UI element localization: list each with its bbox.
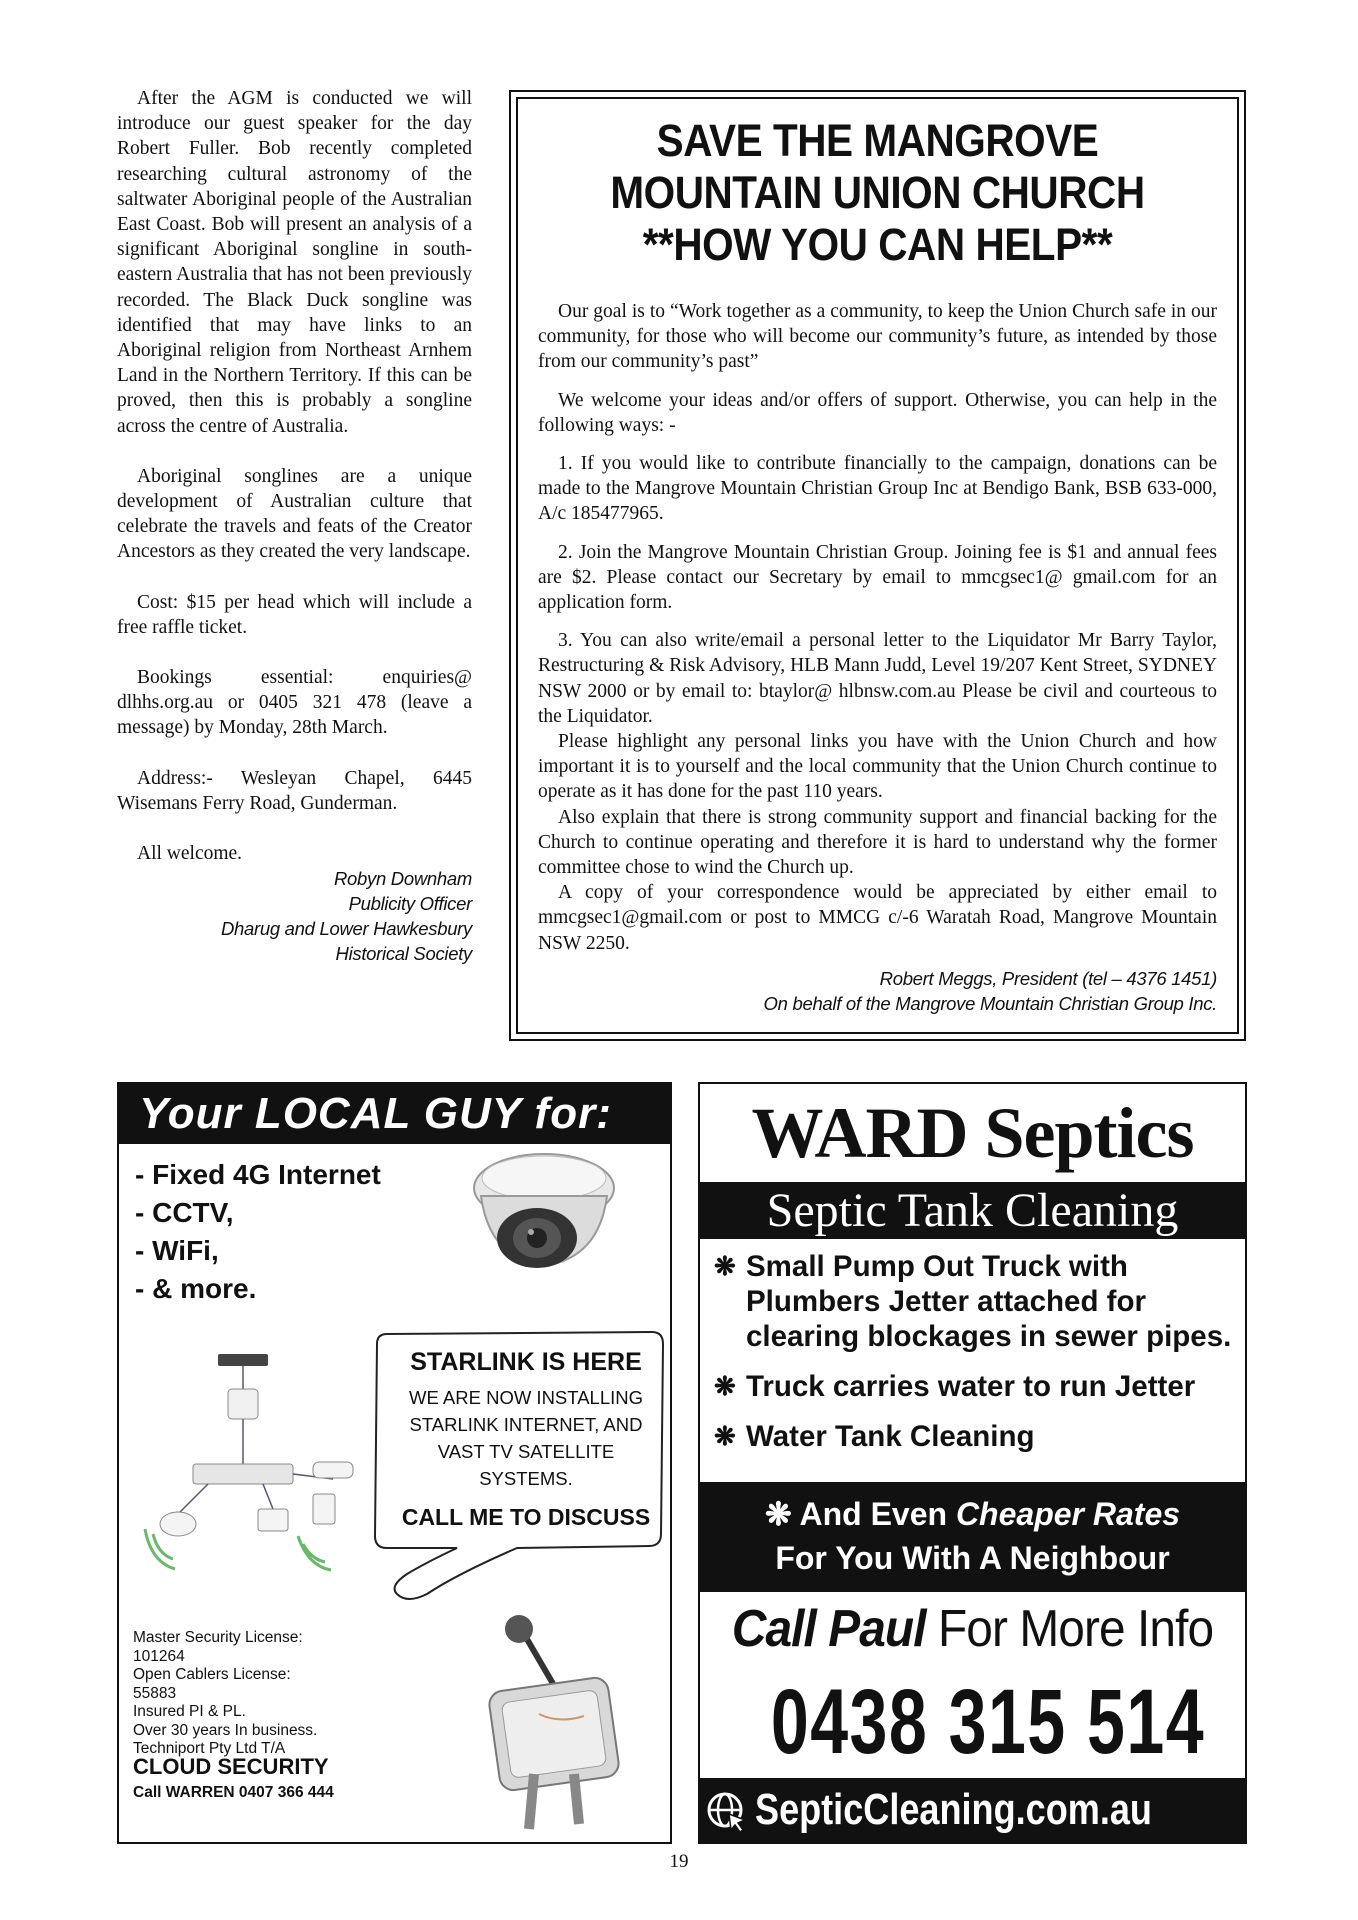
ward-phone-number: 0438 315 514 — [770, 1671, 1206, 1773]
article-paragraph: Aboriginal songlines are a unique development of Australian culture that celebrate the travels and feats of the Creator Ancestors as they created the very landscape. — [117, 465, 472, 563]
signature-line: On behalf of the Mangrove Mountain Christian Group Inc. — [763, 992, 1217, 1014]
starlink-call-to-action: CALL ME TO DISCUSS — [401, 1504, 651, 1530]
page-number: 19 — [669, 1851, 689, 1872]
mangrove-signature — [538, 966, 1217, 1016]
mangrove-paragraph: Our goal is to “Work together as a community, to keep the Union Church safe in our community, for those who will become our community’s future, as intended by those from our community’s past” — [538, 301, 1217, 373]
mangrove-inner-border — [516, 97, 1239, 1034]
network-diagram-icon — [133, 1344, 373, 1574]
ward-services — [714, 1249, 1235, 1469]
service-item: - WiFi, — [135, 1235, 219, 1266]
left-article — [117, 86, 472, 966]
signature-role: Publicity Officer — [348, 893, 472, 915]
list-item — [714, 1419, 1235, 1454]
starlink-line: SYSTEMS. — [479, 1468, 573, 1489]
mangrove-paragraph: We welcome your ideas and/or offers of support. Otherwise, you can help in the following ways: - — [538, 389, 1217, 436]
ward-subtitle: Septic Tank Cleaning — [700, 1182, 1245, 1239]
signature-name: Robyn Downham — [333, 868, 472, 890]
license-line: Master Security License: — [133, 1629, 303, 1646]
article-paragraph: Address:- Wesleyan Chapel, 6445 Wisemans Ferry Road, Gunderman. — [117, 767, 472, 814]
business-name: CLOUD SECURITY — [133, 1754, 329, 1779]
service-text: Truck carries water to run Jetter — [746, 1370, 1196, 1403]
article-paragraph: Bookings essential: enquiries@ dlhhs.org.au or 0405 321 478 (leave a message) by Monday, 28th March. — [117, 667, 472, 739]
rates-line: For You With A Neighbour — [775, 1540, 1170, 1576]
flower-bullet-icon: ❋ — [764, 1496, 800, 1532]
ward-rates-banner — [700, 1482, 1245, 1592]
license-line: 55883 — [133, 1684, 177, 1702]
list-item — [714, 1369, 1235, 1404]
flower-bullet-icon: ❋ — [714, 1371, 736, 1401]
article-paragraph: After the AGM is conducted we will introduce our guest speaker for the day Robert Fuller. Bob recently completed researching cultural astronomy of the saltwater Aboriginal people of the Australian East Coast. Bob will present an analysis of a significant Aboriginal songline in south-eastern Australia that has not been previously recorded. The Black Duck songline was identified that may have links to an Aboriginal religion from Northeast Arnhem Land in the Northern Territory. If this can be proved, then this is probably a songline across the centre of Australia. — [117, 88, 472, 437]
starlink-line: VAST TV SATELLITE — [437, 1441, 615, 1462]
local-ad-banner: Your LOCAL GUY for: — [119, 1084, 670, 1144]
rates-emphasis: Cheaper Rates — [955, 1496, 1181, 1532]
mangrove-paragraph: 2. Join the Mangrove Mountain Christian Group. Joining fee is $1 and annual fees are $2. Please contact our Secretary by email to mmcgsec1@ gmail.com for an application form. — [538, 541, 1217, 614]
license-info — [133, 1629, 317, 1759]
starlink-details — [381, 1384, 671, 1492]
starlink-title: STARLINK IS HERE — [410, 1348, 642, 1376]
satellite-dish-icon — [464, 1604, 654, 1834]
services-list — [135, 1156, 381, 1308]
flower-bullet-icon: ❋ — [714, 1421, 736, 1451]
mangrove-paragraph: 1. If you would like to contribute financially to the campaign, donations can be made to the Mangrove Mountain Christian Group Inc at Bendigo Bank, BSB 633-000, A/c 185477965. — [538, 453, 1217, 525]
service-item: - CCTV, — [135, 1197, 234, 1228]
service-text: Water Tank Cleaning — [746, 1420, 1035, 1453]
title-line: MOUNTAIN UNION CHURCH — [610, 167, 1145, 218]
starlink-line: STARLINK INTERNET, AND — [409, 1414, 643, 1435]
cctv-camera-icon — [459, 1148, 629, 1298]
article-paragraph: Cost: $15 per head which will include a free raffle ticket. — [117, 591, 472, 638]
service-item: - Fixed 4G Internet — [135, 1159, 381, 1190]
rates-text: And Even — [799, 1496, 956, 1532]
local-guy-advert — [117, 1082, 672, 1844]
rates-line — [700, 1492, 1245, 1536]
globe-cursor-icon — [705, 1790, 749, 1834]
contact-phone: Call WARREN 0407 366 444 — [133, 1784, 334, 1801]
title-line: **HOW YOU CAN HELP** — [642, 219, 1113, 270]
license-line: Open Cablers License: — [133, 1666, 291, 1683]
license-line: Techniport Pty Ltd T/A — [133, 1740, 286, 1757]
mangrove-notice-box — [509, 90, 1246, 1041]
license-line: Insured PI & PL. — [133, 1703, 246, 1720]
flower-bullet-icon: ❋ — [714, 1251, 736, 1281]
article-signature — [117, 866, 472, 966]
mangrove-title — [554, 115, 1201, 271]
signature-org: Historical Society — [335, 943, 472, 965]
mangrove-paragraph: 3. You can also write/email a personal letter to the Liquidator Mr Barry Taylor, Restructuring & Risk Advisory, HLB Mann Judd, Level 19/207 Kent Street, SYDNEY NSW 2000 or by email to: btaylor@ hlbnsw.com.au Please be civil and courteous to the Liquidator. — [538, 630, 1217, 727]
ward-website-banner — [700, 1778, 1245, 1842]
call-text: For More Info — [925, 1600, 1214, 1658]
website-text: SepticCleaning.com.au — [755, 1785, 1153, 1834]
title-line: SAVE THE MANGROVE — [656, 115, 1099, 166]
ward-septics-advert — [698, 1082, 1247, 1844]
ward-call-line — [722, 1599, 1223, 1659]
article-paragraph: All welcome. — [137, 843, 243, 865]
service-text: Small Pump Out Truck with Plumbers Jetter attached for clearing blockages in sewer pipes. — [746, 1250, 1232, 1353]
mangrove-paragraph: Please highlight any personal links you have with the Union Church and how important it is to yourself and the local community that the Union Church continue to operate as it has done for the past 110 years. — [538, 731, 1217, 803]
mangrove-body — [538, 299, 1217, 1016]
list-item — [714, 1249, 1235, 1354]
ward-title: WARD Septics — [751, 1093, 1194, 1173]
mangrove-paragraph: A copy of your correspondence would be appreciated by either email to mmcgsec1@gmail.com or post to MMCG c/-6 Waratah Road, Mangrove Mountain NSW 2250. — [538, 882, 1217, 954]
starlink-message — [381, 1346, 671, 1532]
starlink-line: WE ARE NOW INSTALLING — [408, 1387, 644, 1408]
call-name: Call Paul — [731, 1600, 926, 1658]
mangrove-paragraph: Also explain that there is strong community support and financial backing for the Church to continue operating and therefore it is hard to understand why the former committee chose to wind the Church up. — [538, 806, 1217, 879]
service-item: - & more. — [135, 1273, 257, 1304]
license-line: Over 30 years In business. — [133, 1721, 318, 1739]
signature-org: Dharug and Lower Hawkesbury — [220, 918, 472, 940]
signature-line: Robert Meggs, President (tel – 4376 1451) — [879, 967, 1217, 989]
license-line: 101264 — [133, 1647, 185, 1665]
